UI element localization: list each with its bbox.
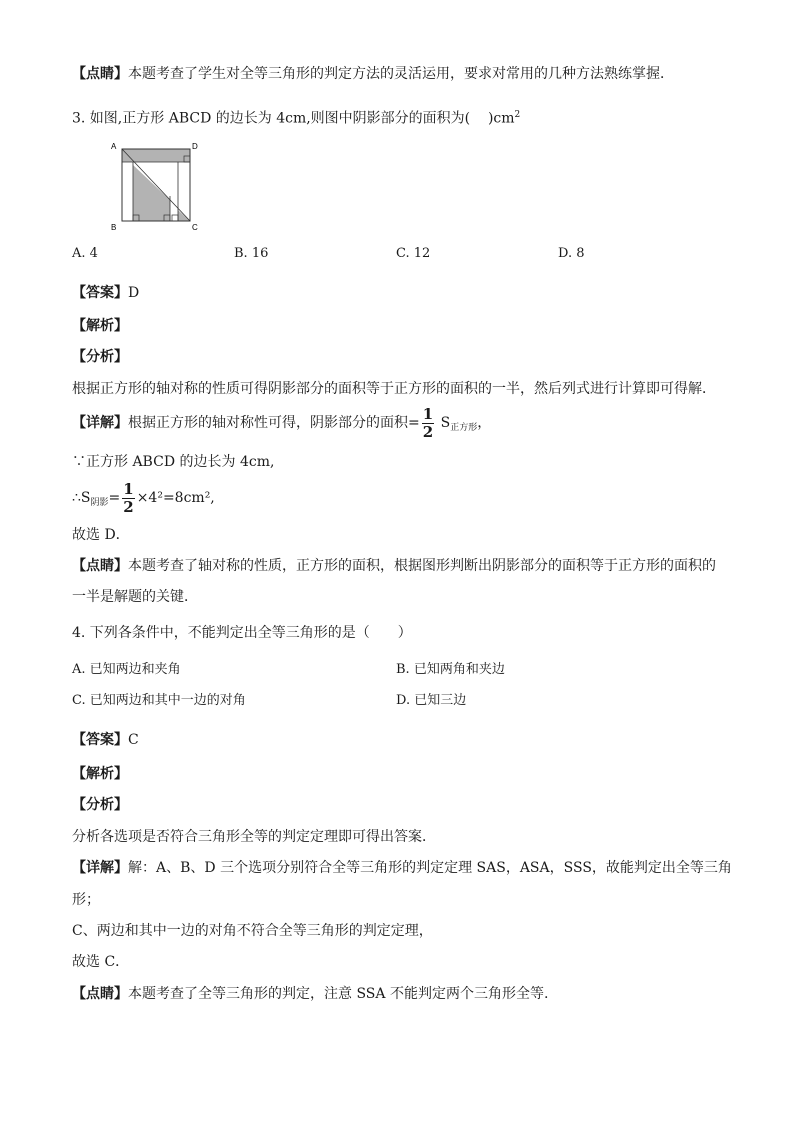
q3-therefore-eq: = [108,490,121,506]
q3-fenxi: 【分析】 [72,349,128,365]
q4-option-c: C. 已知两边和其中一边的对角 [72,693,246,708]
q2-tip [72,64,674,84]
q3-figure [108,140,204,234]
q4-fenxi: 【分析】 [72,797,128,813]
q4-detail-tag: 【详解】 [72,860,128,876]
q3-detail [72,405,491,446]
q3-answer-tag: 【答案】 [72,285,128,301]
label-a: A [111,142,117,151]
q4-stem: 4. 下列各条件中，不能判定出全等三角形的是（ ） [72,625,412,641]
q4-option-d: D. 已知三边 [396,693,467,708]
q4-tip-text: 本题考查了全等三角形的判定，注意 SSA 不能判定两个三角形全等. [128,986,549,1002]
q4-detail-line2: 形； [72,892,100,908]
q3-tip-tag: 【点睛】 [72,558,128,574]
q4-answer-tag: 【答案】 [72,732,128,748]
q3-stem-sup: 2 [514,110,521,120]
q4-detail [72,858,732,878]
q3-fenxi-text: 根据正方形的轴对称的性质可得阴影部分的面积等于正方形的面积的一半，然后列式进行计算即可得解． [72,381,716,397]
q3-therefore-post: ×4²=8cm², [136,490,215,506]
q3-tip [72,556,716,576]
q3-detail-pre: 根据正方形的轴对称性可得，阴影部分的面积= [128,415,420,431]
q3-therefore [72,480,215,521]
q4-choose: 故选 C． [72,954,130,970]
q3-choose: 故选 D． [72,527,130,543]
q3-detail-tag: 【详解】 [72,415,128,431]
q2-tip-tag: 【点睛】 [72,66,128,82]
q3-stem-post: )cm [487,110,515,127]
q3-stem [72,105,520,129]
q4-tip [72,984,548,1004]
q4-jiexi: 【解析】 [72,766,128,782]
q4-answer-value: C [128,732,139,748]
q3-option-d: D. 8 [558,246,585,261]
q4-option-a: A. 已知两边和夹角 [72,662,181,677]
q3-detail-post: ， [477,415,492,431]
q3-therefore-pre: ∴S [72,490,91,506]
q3-option-c: C. 12 [396,246,431,261]
q3-answer-value: D [128,285,140,301]
fraction-denominator: 2 [422,422,434,441]
shaded-triangle [133,165,170,221]
q3-jiexi: 【解析】 [72,318,128,334]
q4-answer [72,730,139,750]
q2-tip-text: 本题考查了学生对全等三角形的判定方法的灵活运用，要求对常用的几种方法熟练掌握． [128,66,674,82]
q3-answer [72,283,139,303]
fraction-numerator: 1 [422,404,434,423]
q3-option-a: A. 4 [72,246,98,261]
fraction-numerator: 1 [123,479,134,498]
q3-therefore-sub: 阴影 [90,498,109,508]
label-d: D [192,142,198,151]
q4-option-b: B. 已知两角和夹边 [396,662,505,677]
q3-option-b: B. 16 [234,246,269,261]
q3-stem-pre: 3. 如图,正方形 ABCD 的边长为 4cm,则图中阴影部分的面积为( [72,110,471,127]
q4-detail-line1: 解：A、B、D 三个选项分别符合全等三角形的判定定理 SAS，ASA，SSS，故能判定出全等三角 [128,860,732,876]
q4-fenxi-text: 分析各选项是否符合三角形全等的判定定理即可得出答案． [72,829,436,845]
q3-detail-s: S [436,415,451,431]
label-c: C [192,223,198,232]
q4-detail-line3: C、两边和其中一边的对角不符合全等三角形的判定定理， [72,923,433,939]
q3-detail-sub: 正方形 [450,423,478,433]
q3-therefore-fraction [122,479,134,516]
q4-tip-tag: 【点睛】 [72,986,128,1002]
label-b: B [111,223,117,232]
q3-tip-line1: 本题考查了轴对称的性质，正方形的面积，根据图形判断出阴影部分的面积等于正方形的面积的 [128,558,716,574]
q3-detail-fraction [422,404,434,441]
fraction-denominator: 2 [123,497,134,516]
q3-tip-line2: 一半是解题的关键． [72,589,198,605]
q3-because: ∵正方形 ABCD 的边长为 4cm, [72,454,275,470]
